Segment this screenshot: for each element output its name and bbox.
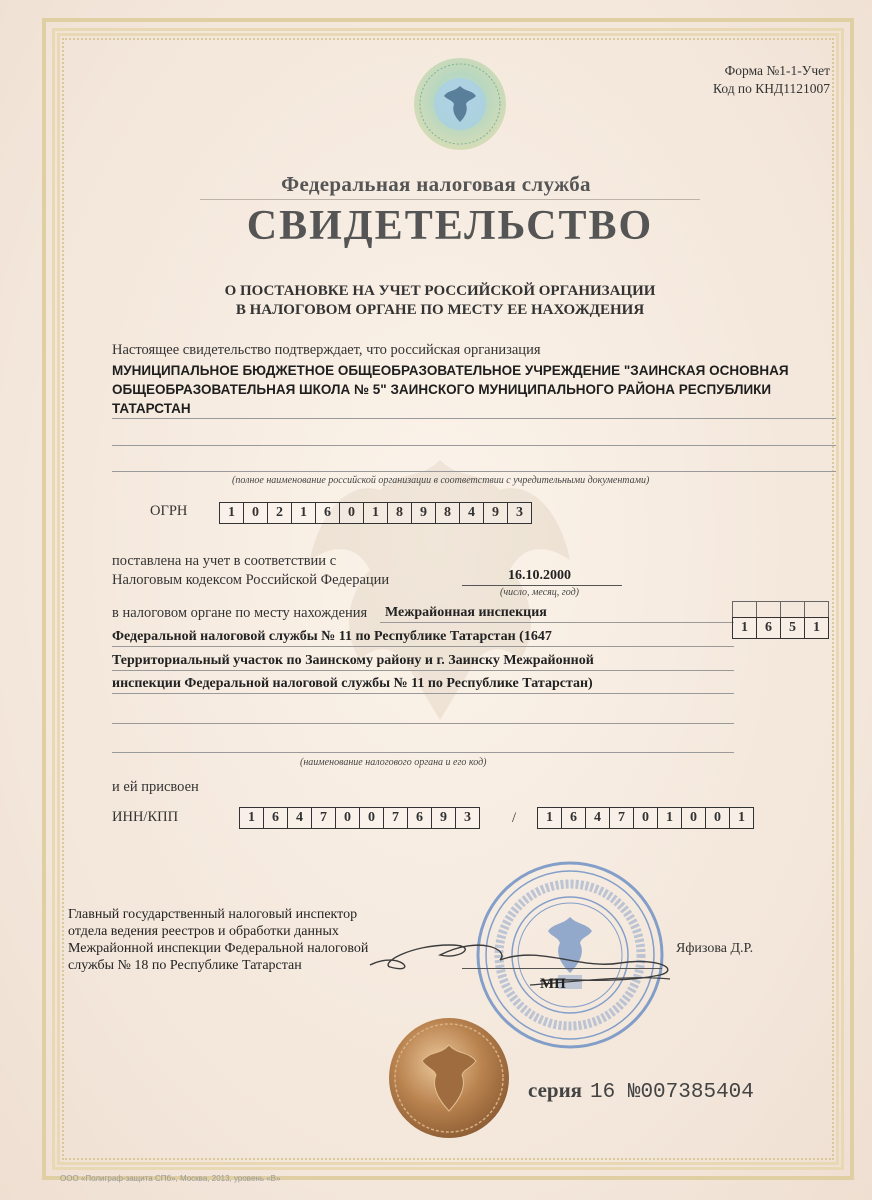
printer-imprint: ООО «Полиграф-защита СПб», Москва, 2013, уровень «В»: [60, 1174, 281, 1183]
signatory-position: [68, 906, 368, 974]
authority-line-6: [112, 752, 734, 753]
kpp-digit: 1: [537, 807, 562, 829]
agency-name: Федеральная налоговая служба: [281, 172, 591, 196]
certificate-title: СВИДЕТЕЛЬСТВО: [246, 203, 654, 249]
org-line-1: [112, 418, 836, 419]
agency-underline: [200, 199, 700, 200]
kpp-digit: 1: [657, 807, 682, 829]
authority-code-digit: 5: [780, 617, 805, 639]
ogrn-digit: 1: [291, 502, 316, 524]
authority-line-1: [380, 622, 734, 623]
organization-caption: (полное наименование российской организации в соответствии с учредительными документами): [232, 475, 650, 486]
authority-line-5: [112, 723, 734, 724]
ogrn-label: ОГРН: [150, 503, 188, 519]
series-number: [528, 1078, 754, 1104]
code-digit-boxes: [733, 617, 829, 639]
form-code-block: [713, 62, 830, 98]
certificate-subtitle: [0, 282, 872, 320]
ogrn-digit: 0: [243, 502, 268, 524]
authority-code-digit: 1: [804, 617, 829, 639]
series-value: 16 №007385404: [590, 1081, 754, 1104]
authority-code-digit: 6: [756, 617, 781, 639]
inn-digit: 6: [263, 807, 288, 829]
organization-name-line-3: ТАТАРСТАН: [112, 401, 191, 416]
inn-digit-boxes: [240, 807, 480, 829]
form-number: Форма №1-1-Учет: [724, 63, 830, 78]
assigned-label: и ей присвоен: [112, 779, 199, 795]
date-underline: [462, 585, 622, 586]
inn-digit: 4: [287, 807, 312, 829]
inn-digit: 6: [407, 807, 432, 829]
gold-seal-icon: [388, 1017, 510, 1139]
authority-code-digit: 1: [732, 617, 757, 639]
signature-icon: [360, 915, 690, 1005]
authority-line-2: [112, 646, 734, 647]
subtitle-line-2: В НАЛОГОВОМ ОРГАНЕ ПО МЕСТУ ЕЕ НАХОЖДЕНИЯ: [235, 302, 645, 318]
tax-authority-code: [733, 601, 829, 639]
signatory-line-4: службы № 18 по Республике Татарстан: [68, 958, 302, 973]
kpp-digit: 0: [633, 807, 658, 829]
ogrn-digit: 9: [483, 502, 508, 524]
inn-kpp-label: ИНН/КПП: [112, 809, 179, 825]
ogrn-digit: 3: [507, 502, 532, 524]
inn-digit: 1: [239, 807, 264, 829]
inn-digit: 0: [335, 807, 360, 829]
org-line-3: [112, 471, 836, 472]
ogrn-digit: 9: [411, 502, 436, 524]
signatory-line-2: отдела ведения реестров и обработки данных: [68, 924, 339, 939]
registration-date: 16.10.2000: [508, 568, 571, 583]
kpp-digit: 7: [609, 807, 634, 829]
tax-authority-part-2: Федеральной налоговой службы № 11 по Республике Татарстан (1647: [112, 629, 552, 644]
inn-digit: 0: [359, 807, 384, 829]
inn-digit: 3: [455, 807, 480, 829]
ogrn-digit: 4: [459, 502, 484, 524]
signatory-name: Яфизова Д.Р.: [676, 941, 754, 956]
ogrn-digit: 8: [387, 502, 412, 524]
tax-authority-part-1: Межрайонная инспекция: [385, 605, 547, 620]
authority-line-4: [112, 693, 734, 694]
series-word: серия: [528, 1078, 583, 1102]
authority-caption: (наименование налогового органа и его код): [300, 757, 487, 768]
registration-line-1: поставлена на учет в соответствии с: [112, 553, 337, 569]
tax-authority-part-4: инспекции Федеральной налоговой службы № 11 по Республике Татарстан): [112, 676, 593, 691]
organization-name-line-2: ОБЩЕОБРАЗОВАТЕЛЬНАЯ ШКОЛА № 5" ЗАИНСКОГО МУНИЦИПАЛЬНОГО РАЙОНА РЕСПУБЛИКИ: [112, 382, 772, 397]
ogrn-digit: 8: [435, 502, 460, 524]
organization-name: [112, 361, 812, 418]
inn-kpp-separator: /: [512, 810, 517, 826]
kpp-digit: 0: [705, 807, 730, 829]
kpp-digit: 4: [585, 807, 610, 829]
registration-line-2: Налоговым кодексом Российской Федерации: [112, 572, 390, 588]
ogrn-digit-boxes: [220, 502, 532, 524]
tax-authority-part-3: Территориальный участок по Заинскому району и г. Заинску Межрайонной: [112, 653, 594, 668]
signature-line: [462, 968, 662, 969]
signatory-line-3: Межрайонной инспекции Федеральной налоговой: [68, 941, 369, 956]
code-box-headers: [733, 601, 829, 617]
ogrn-digit: 1: [363, 502, 388, 524]
inn-digit: 7: [311, 807, 336, 829]
signatory-line-1: Главный государственный налоговый инспектор: [68, 907, 358, 922]
organization-name-line-1: МУНИЦИПАЛЬНОЕ БЮДЖЕТНОЕ ОБЩЕОБРАЗОВАТЕЛЬНОЕ УЧРЕЖДЕНИЕ "ЗАИНСКАЯ ОСНОВНАЯ: [112, 363, 789, 378]
mp-label: МП: [540, 976, 566, 992]
ogrn-digit: 6: [315, 502, 340, 524]
kpp-digit: 0: [681, 807, 706, 829]
knd-code: Код по КНД1121007: [713, 81, 830, 96]
kpp-digit-boxes: [538, 807, 754, 829]
organization-intro: Настоящее свидетельство подтверждает, что российская организация: [112, 342, 541, 358]
ogrn-digit: 0: [339, 502, 364, 524]
kpp-digit: 1: [729, 807, 754, 829]
hologram-emblem-icon: [412, 56, 508, 152]
registration-line-3: в налоговом органе по месту нахождения: [112, 605, 368, 621]
date-caption: (число, месяц, год): [500, 587, 579, 598]
ogrn-digit: 1: [219, 502, 244, 524]
subtitle-line-1: О ПОСТАНОВКЕ НА УЧЕТ РОССИЙСКОЙ ОРГАНИЗАЦИИ: [224, 283, 656, 299]
inn-digit: 7: [383, 807, 408, 829]
authority-line-3: [112, 670, 734, 671]
ogrn-digit: 2: [267, 502, 292, 524]
kpp-digit: 6: [561, 807, 586, 829]
inn-digit: 9: [431, 807, 456, 829]
org-line-2: [112, 445, 836, 446]
